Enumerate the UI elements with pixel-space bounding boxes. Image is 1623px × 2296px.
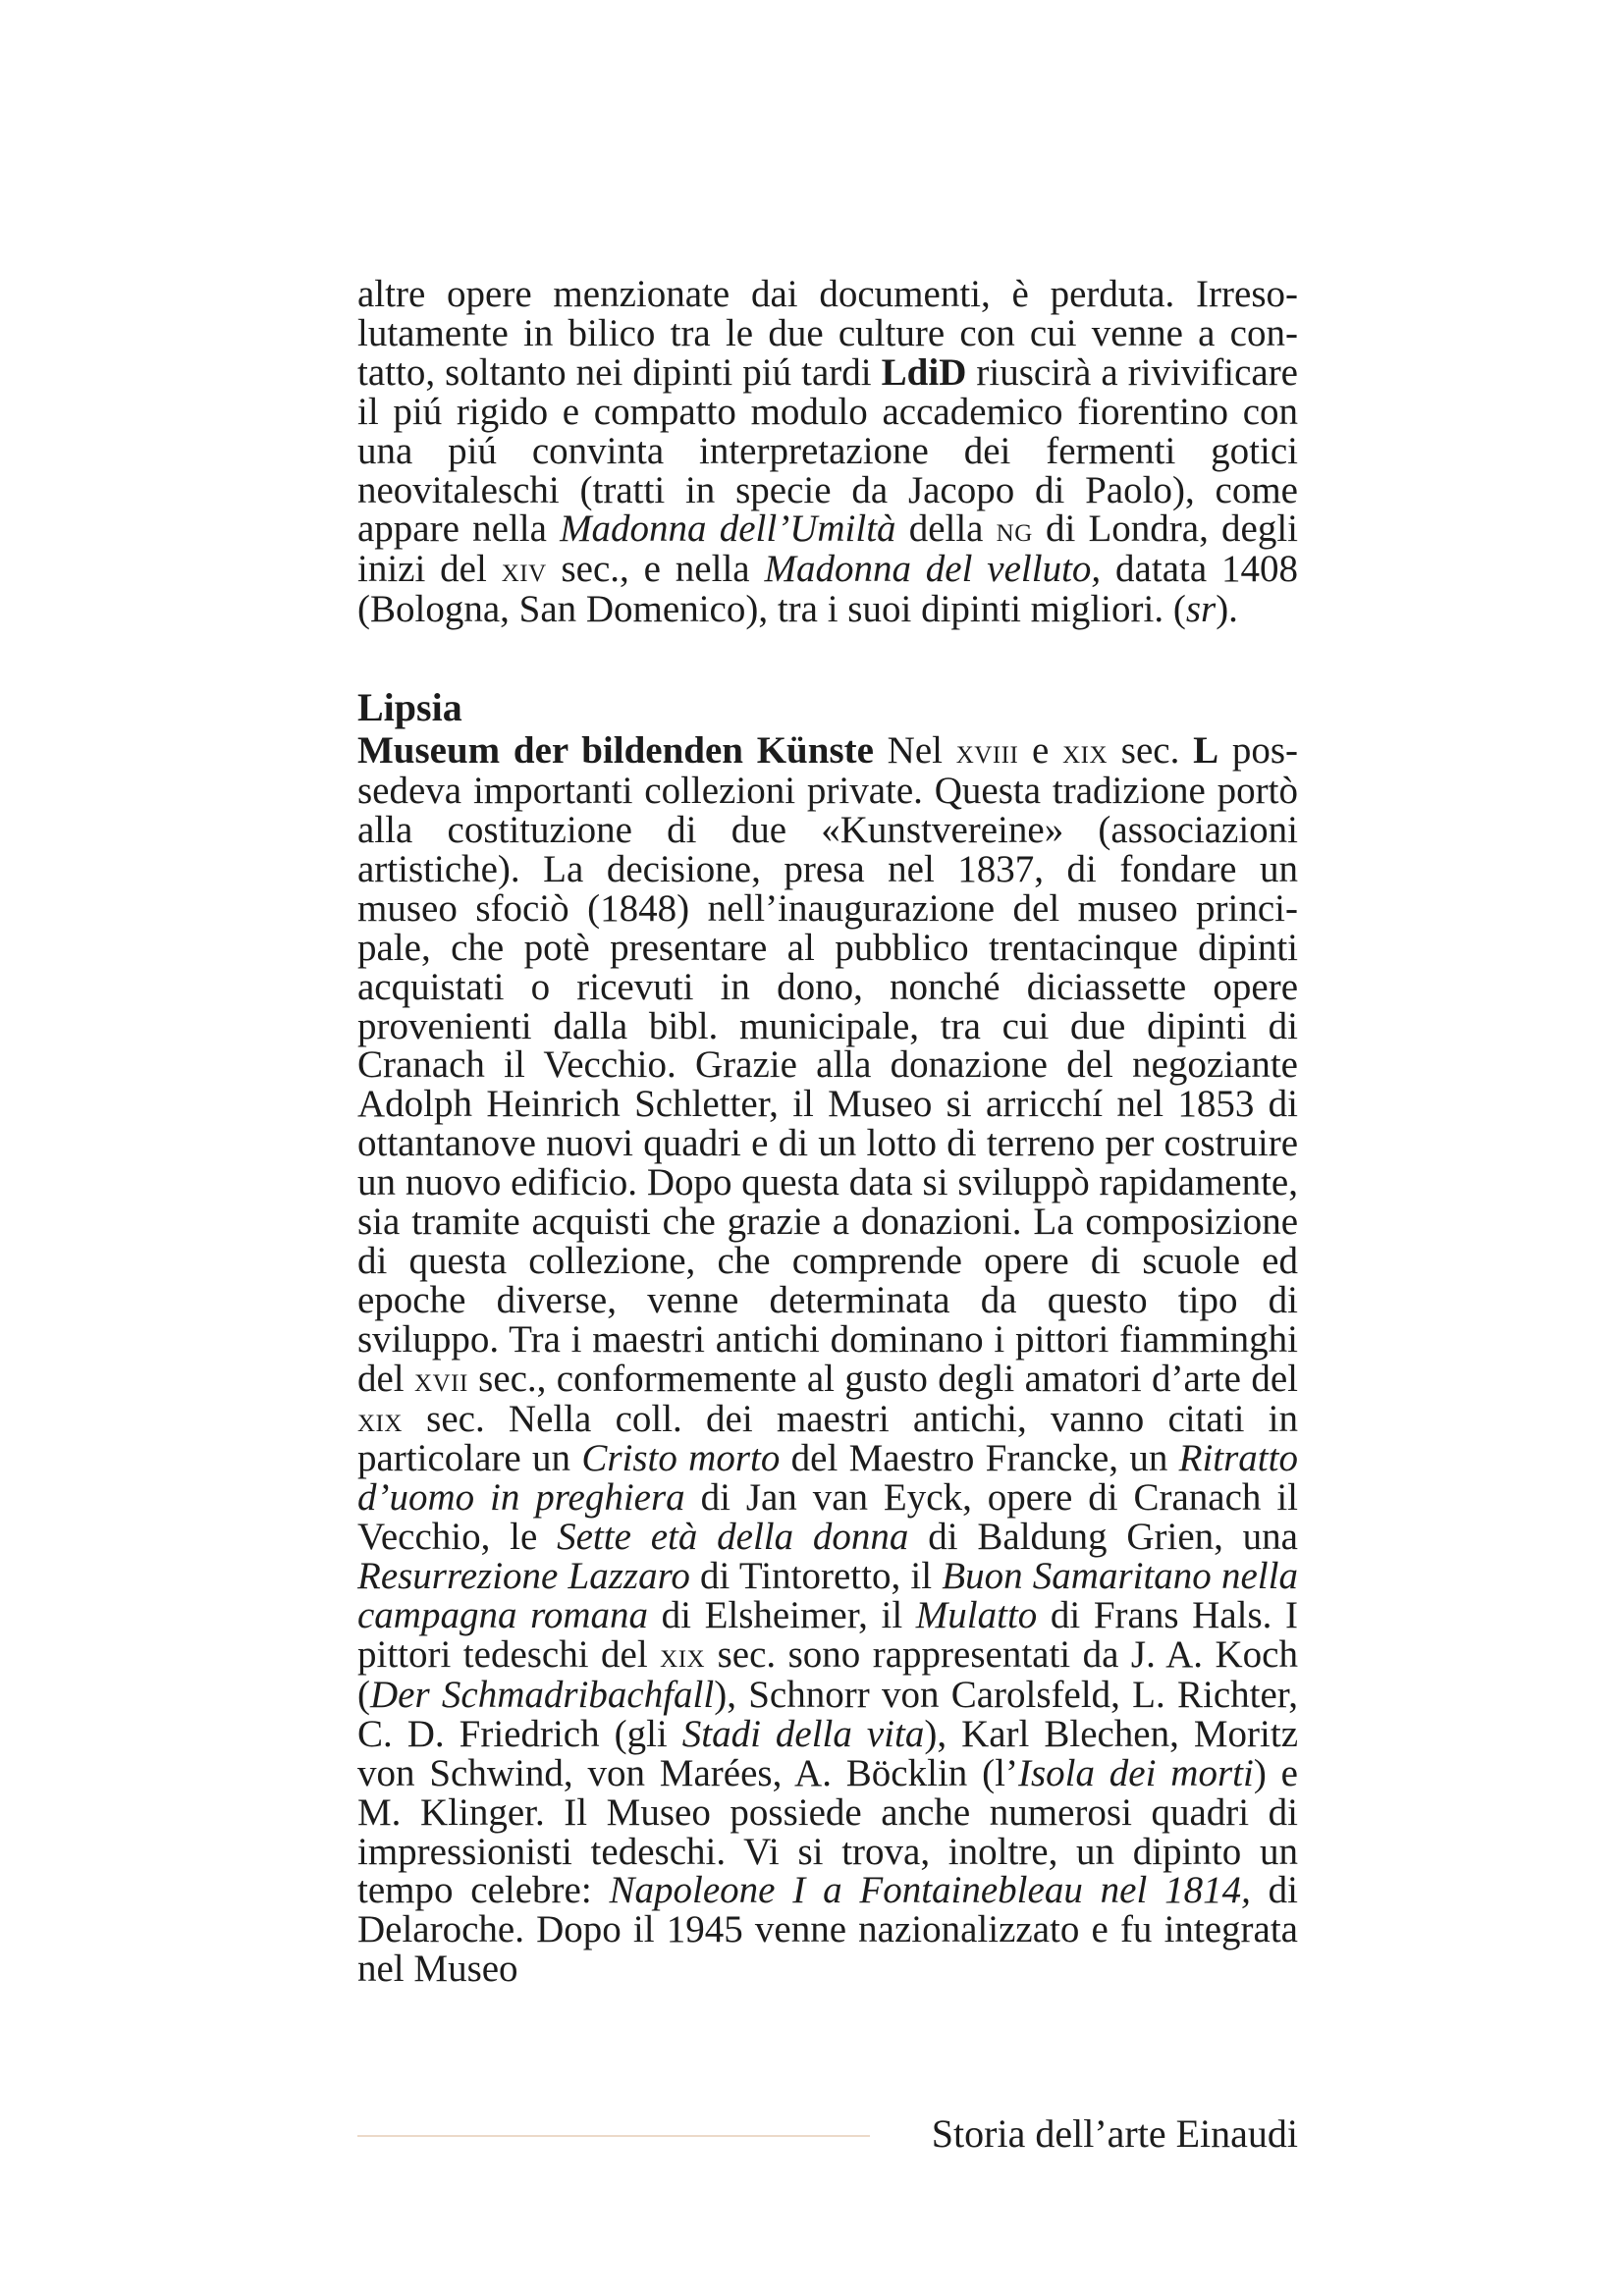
- text-run: di Londra, degli inizi del: [357, 507, 1298, 591]
- text-run: del Maestro Francke, un: [780, 1437, 1179, 1480]
- artwork-title: Napoleone I a Fontainebleau nel 1814,: [609, 1869, 1251, 1912]
- artwork-title: Sette età della donna: [557, 1516, 909, 1559]
- text-run: di Frans Hals. I pittori tedeschi del: [357, 1594, 1299, 1676]
- text-run: ) e M. Klinger. Il Museo possiede anche numerosi quadri di impressionisti tedeschi. Vi si trova, inoltre, un dipinto un tempo celebre:: [357, 1751, 1298, 1912]
- artwork-title: Madonna dell’Umiltà: [560, 507, 896, 551]
- artwork-title: Cristo morto: [581, 1437, 781, 1480]
- page-footer: [357, 2110, 1298, 2160]
- century-numeral: xix: [1062, 731, 1109, 772]
- author-initials: sr: [1185, 588, 1217, 631]
- text-run: sec. sono rappresentati da J. A. Koch (: [357, 1633, 1298, 1716]
- text-run: ).: [1216, 588, 1238, 631]
- publisher-name: Storia dell’arte Einaudi: [931, 2111, 1298, 2156]
- artwork-title: Madonna del velluto,: [764, 548, 1102, 591]
- text-run: altre opere menzionate dai documenti, è perduta. Irresolutamente in bilico tra le due culture con cui venne a contatto, soltanto nei dipinti piú tardi: [357, 273, 1298, 394]
- artwork-title: Stadi della vita: [681, 1712, 925, 1755]
- artwork-title: Isola dei morti: [1017, 1751, 1254, 1794]
- century-numeral: xviii: [955, 731, 1019, 772]
- text-run: datata 1408 (Bologna, San Domenico), tra i suoi dipinti migliori. (: [357, 548, 1299, 631]
- text-run: di Baldung Grien, una: [908, 1516, 1298, 1559]
- previous-entry-paragraph: [357, 275, 1298, 629]
- text-run: di Elsheimer, il: [648, 1594, 916, 1637]
- century-numeral: xix: [357, 1399, 403, 1439]
- text-run: ), Karl Blechen, Moritz von Schwind, von Marées, A. Böcklin (l’: [357, 1712, 1299, 1794]
- text-run: riuscirà a rivivificare il piú rigido e compatto modulo accademico fiorentino con una piú convinta interpretazione dei fermenti gotici neovitaleschi (tratti in specie da Jacopo di Paolo), come appare nella: [357, 350, 1298, 551]
- text-run: di Tintoretto, il: [689, 1555, 943, 1598]
- century-numeral: xix: [660, 1635, 706, 1675]
- artwork-title: Buon Samaritano nella campagna romana: [357, 1555, 1298, 1637]
- entry-heading: Lipsia: [357, 685, 462, 730]
- entry-paragraph: [357, 731, 1298, 1989]
- artwork-title: Ritratto d’uomo in preghiera: [357, 1437, 1298, 1520]
- text-run: di Delaroche. Dopo il 1945 venne nazionalizzato e fu integrata nel Museo: [357, 1869, 1298, 1991]
- text-run: possedeva importanti collezioni private. Questa tradizione portò alla costituzione di due «Kunstvereine» (associazioni artistiche). La decisione, presa nel 1837, di fondare un museo sfociò (1848) nell’inaugurazione del museo principale, che potè presentare al pubblico trentacinque dipinti acquistati o ricevuti in dono, nonché diciassette opere provenienti dalla bibl. municipale, tra cui due dipinti di Cranach il Vecchio. Grazie alla donazione del negoziante Adolph Heinrich Schletter, il Museo si arricchí nel 1853 di ottantanove nuovi quadri e di un lotto di terreno per costruire un nuovo edificio. Dopo questa data si sviluppò rapidamente, sia tramite acquisti che grazie a donazioni. La composizione di questa collezione, che comprende opere di scuole ed epoche diverse, venne determinata da questo tipo di sviluppo. Tra i maestri antichi dominano i pittori fiamminghi del: [357, 729, 1299, 1400]
- century-numeral: xiv: [501, 550, 547, 590]
- text-run: ), Schnorr von Carolsfeld, L. Richter, C. D. Friedrich (gli: [357, 1673, 1298, 1755]
- text-run: sec.: [1108, 729, 1194, 773]
- text-run: Nel: [873, 729, 956, 773]
- text-run: sec. Nella coll. dei maestri antichi, vanno citati in particolare un: [357, 1397, 1298, 1480]
- text-run: e: [1018, 729, 1063, 773]
- century-numeral: xvii: [414, 1359, 468, 1399]
- footer-rule: [357, 2135, 870, 2137]
- museum-name: Museum der bildenden Künste: [357, 729, 874, 773]
- artist-abbreviation: LdiD: [881, 350, 967, 394]
- artwork-title: Resurrezione Lazzaro: [357, 1555, 690, 1598]
- text-run: di Jan van Eyck, opere di Cranach il Vecchio, le: [357, 1476, 1298, 1559]
- page-body: [357, 275, 1298, 1989]
- city-abbreviation: L: [1193, 729, 1219, 773]
- artwork-title: Der Schmadribachfall: [370, 1673, 715, 1716]
- text-run: sec., conformemente al gusto degli amatori d’arte del: [467, 1357, 1298, 1400]
- artwork-title: Mulatto: [915, 1594, 1038, 1637]
- text-run: della: [895, 507, 997, 551]
- text-run: sec., e nella: [546, 548, 765, 591]
- museum-abbreviation: ng: [996, 509, 1033, 550]
